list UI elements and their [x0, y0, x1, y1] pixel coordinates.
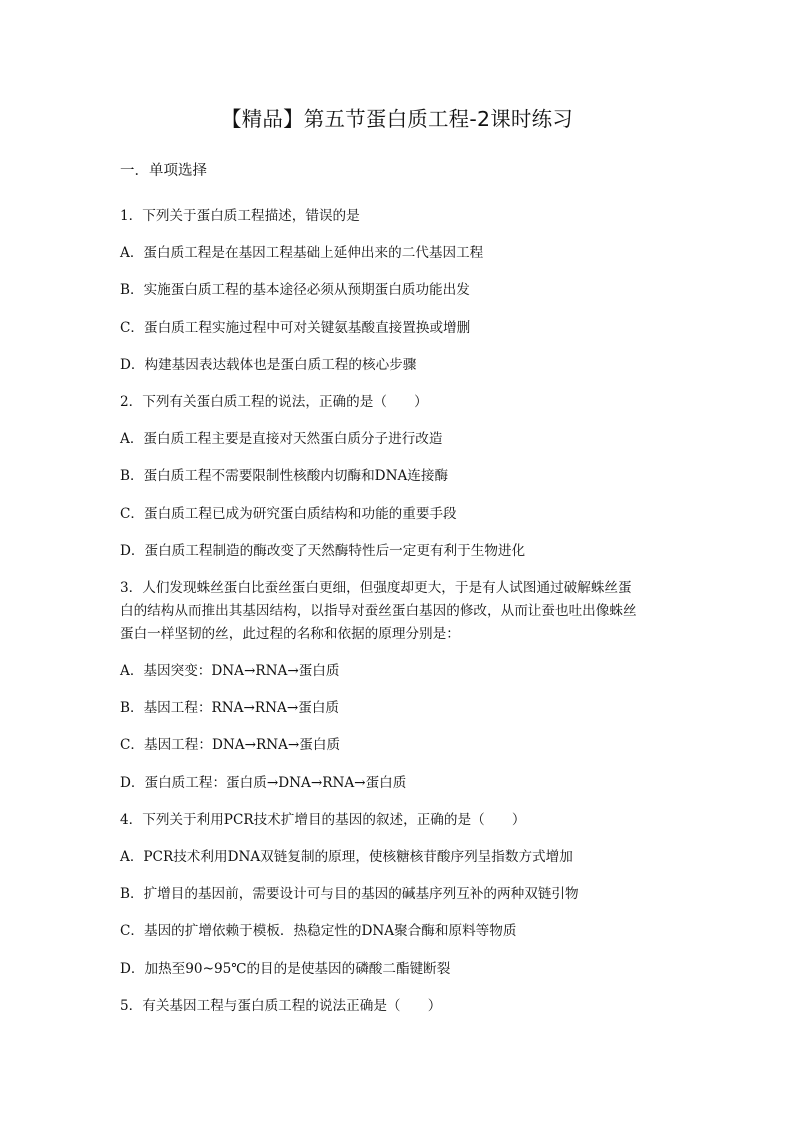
question-1-option-b: B．实施蛋白质工程的基本途径必须从预期蛋白质功能出发 — [120, 282, 470, 299]
question-4-option-c: C．基因的扩增依赖于模板．热稳定性的DNA聚合酶和原料等物质 — [120, 923, 517, 940]
question-3-stem-line-2: 白的结构从而推出其基因结构，以指导对蚕丝蛋白基因的修改，从而让蚕也吐出像蛛丝 — [120, 602, 637, 619]
question-1-option-a: A．蛋白质工程是在基因工程基础上延伸出来的二代基因工程 — [120, 245, 484, 262]
question-4-option-b: B．扩增目的基因前，需要设计可与目的基因的碱基序列互补的两种双链引物 — [120, 886, 579, 903]
question-4-stem: 4．下列关于利用PCR技术扩增目的基因的叙述，正确的是（ ） — [120, 811, 526, 828]
question-4-option-a: A．PCR技术利用DNA双链复制的原理，使核糖核苷酸序列呈指数方式增加 — [120, 849, 573, 865]
question-3-option-c: C．基因工程：DNA→RNA→蛋白质 — [120, 737, 341, 754]
question-2-option-b: B．蛋白质工程不需要限制性核酸内切酶和DNA连接酶 — [120, 468, 449, 485]
question-2-option-a: A．蛋白质工程主要是直接对天然蛋白质分子进行改造 — [120, 431, 443, 448]
question-3-option-a: A．基因突变：DNA→RNA→蛋白质 — [120, 663, 340, 680]
question-3-stem-line-3: 蛋白一样坚韧的丝，此过程的名称和依据的原理分别是： — [120, 625, 460, 642]
section-heading: 一．单项选择 — [120, 163, 207, 179]
question-5-stem: 5．有关基因工程与蛋白质工程的说法正确是（ ） — [120, 997, 442, 1014]
question-3-stem-line-1: 3．人们发现蛛丝蛋白比蚕丝蛋白更细，但强度却更大，于是有人试图通过破解蛛丝蛋 — [120, 579, 632, 596]
question-3-option-b: B．基因工程：RNA→RNA→蛋白质 — [120, 700, 340, 717]
question-2-option-d: D．蛋白质工程制造的酶改变了天然酶特性后一定更有利于生物进化 — [120, 542, 526, 559]
question-2-option-c: C．蛋白质工程已成为研究蛋白质结构和功能的重要手段 — [120, 505, 457, 522]
question-1-option-d: D．构建基因表达载体也是蛋白质工程的核心步骤 — [120, 356, 417, 373]
page-title: 【精品】第五节蛋白质工程-2课时练习 — [220, 107, 574, 131]
question-4-option-d: D．加热至90~95℃的目的是使基因的磷酸二酯键断裂 — [120, 960, 451, 977]
question-3-option-d: D．蛋白质工程：蛋白质→DNA→RNA→蛋白质 — [120, 774, 407, 791]
question-1-stem: 1．下列关于蛋白质工程描述，错误的是 — [120, 208, 360, 224]
question-2-stem: 2．下列有关蛋白质工程的说法，正确的是（ ） — [120, 393, 428, 410]
question-list — [120, 206, 680, 1033]
question-1-option-c: C．蛋白质工程实施过程中可对关键氨基酸直接置换或增删 — [120, 319, 471, 336]
